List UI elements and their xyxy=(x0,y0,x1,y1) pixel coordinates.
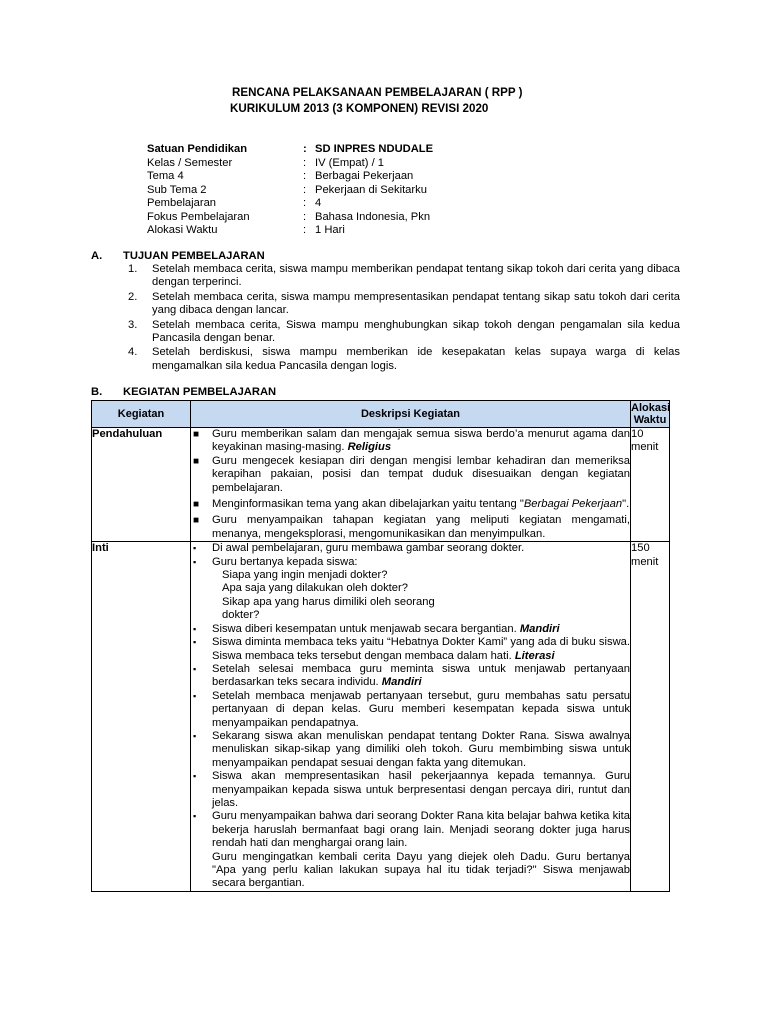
list-item xyxy=(191,514,630,541)
objective-item xyxy=(128,319,680,346)
bullet-icon: ▪ xyxy=(193,771,197,782)
square-bullet-icon: ■ xyxy=(193,455,200,467)
objective-item xyxy=(128,346,680,373)
question-line: Apa saja yang dilakukan oleh dokter? xyxy=(222,582,408,595)
list-item xyxy=(191,542,630,555)
allocation-cell xyxy=(631,542,670,892)
bullet-icon: ▪ xyxy=(193,543,197,554)
identity-colon: : xyxy=(303,183,307,196)
bullet-icon: ▪ xyxy=(193,556,197,567)
identity-colon: : xyxy=(303,224,307,236)
item-text: Guru menyampaikan bahwa dari seorang Dokter Rana kita belajar bahwa ketika kita bekerja haruslah bermanfaat bagi orang lain. Menjadi seorang dokter juga harus rendah hati dan menghargai orang lain. xyxy=(212,810,630,850)
bullet-icon: ▪ xyxy=(193,663,197,674)
bullet-icon: ▪ xyxy=(193,811,197,822)
allocation-number: 150 xyxy=(631,542,650,555)
identity-label: Pembelajaran xyxy=(147,197,217,209)
item-text: Siswa diminta membaca teks yaitu “Hebatnya Dokter Kami” yang ada di buku siswa. Siswa membaca teks tersebut dengan membaca dalam hati. xyxy=(212,636,630,662)
item-text: Guru menyampaikan tahapan kegiatan yang meliputi kegiatan mengamati, menanya, mengeksplorasi, mengomunikasikan dan menyimpulkan. xyxy=(212,514,630,540)
identity-row xyxy=(147,211,433,225)
allocation-number: 10 xyxy=(631,428,644,440)
section-title: KEGIATAN PEMBELAJARAN xyxy=(123,386,277,398)
objective-number: 4. xyxy=(128,346,138,359)
identity-value: SD INPRES NDUDALE xyxy=(315,143,434,155)
list-item xyxy=(191,623,630,636)
identity-label: Satuan Pendidikan xyxy=(147,143,248,155)
activities-table xyxy=(91,400,670,892)
identity-value: Pekerjaan di Sekitarku xyxy=(315,183,427,196)
objective-number: 1. xyxy=(128,263,138,275)
square-bullet-icon: ■ xyxy=(193,515,200,527)
identity-row xyxy=(147,143,433,157)
list-item xyxy=(191,663,630,690)
identity-colon: : xyxy=(303,197,307,209)
objective-number: 2. xyxy=(128,290,138,303)
item-text: Menginformasikan tema yang akan dibelajarkan yaitu tentang " xyxy=(212,498,524,511)
bullet-icon: ▪ xyxy=(193,690,197,701)
question-line: Sikap apa yang harus dimiliki oleh seorang xyxy=(222,595,435,608)
header-kegiatan: Kegiatan xyxy=(92,401,191,428)
character-tag: Religius xyxy=(347,441,392,454)
item-text: Siswa diberi kesempatan untuk menjawab secara bergantian. xyxy=(212,622,517,635)
question-line: dokter? xyxy=(222,609,260,622)
item-text-end: ". xyxy=(622,498,630,511)
list-item xyxy=(191,730,630,770)
list-item xyxy=(191,455,630,495)
header-deskripsi: Deskripsi Kegiatan xyxy=(191,401,631,428)
identity-row xyxy=(147,184,433,198)
identity-colon: : xyxy=(303,143,307,155)
item-text: Guru memberikan salam dan mengajak semua siswa berdo’a menurut agama dan keyakinan masing-masing. xyxy=(212,428,630,454)
header-alokasi-line-1: Alokasi xyxy=(631,401,671,414)
objective-number: 3. xyxy=(128,318,138,331)
header-alokasi-line-2: Waktu xyxy=(633,414,667,426)
table-row-inti xyxy=(92,542,670,892)
identity-value: 1 Hari xyxy=(315,224,345,236)
square-bullet-icon: ■ xyxy=(193,499,200,511)
objectives-list xyxy=(128,263,680,374)
item-text: Di awal pembelajaran, guru membawa gambar seorang dokter. xyxy=(212,542,525,555)
item-text: Setelah membaca menjawab pertanyaan tersebut, guru membahas satu persatu pertanyaan di depan kelas. Guru memberi kesempatan kepada siswa untuk menyampaikan pendapatnya. xyxy=(212,689,630,729)
bullet-icon: ▪ xyxy=(193,623,197,634)
allocation-cell xyxy=(631,428,670,542)
description-cell xyxy=(191,542,631,892)
bullet-icon: ▪ xyxy=(193,730,197,741)
objective-text: Setelah membaca cerita, siswa mampu memberikan pendapat tentang sikap tokoh dari cerita yang dibaca dengan terperinci. xyxy=(152,263,680,289)
objective-text: Setelah membaca cerita, siswa mampu mempresentasikan pendapat tentang sikap satu tokoh dari cerita yang dibaca dengan lancar. xyxy=(152,290,680,317)
section-letter: A. xyxy=(91,250,103,262)
item-text: Guru bertanya kepada siswa: xyxy=(212,555,358,568)
title-line-1: RENCANA PELAKSANAAN PEMBELAJARAN ( RPP ) xyxy=(232,86,523,99)
item-text: Guru mengecek kesiapan diri dengan mengisi lembar kehadiran dan memeriksa kerapihan pakaian, posisi dan tempat duduk disesuaikan dengan kegiatan pembelajaran. xyxy=(212,454,630,494)
list-item xyxy=(191,770,630,810)
allocation-unit: menit xyxy=(631,555,659,568)
list-item xyxy=(191,498,630,511)
list-item xyxy=(191,556,630,569)
bullet-icon: ▪ xyxy=(193,637,197,648)
list-item xyxy=(191,636,630,663)
table-row-pendahuluan xyxy=(92,428,670,542)
question-line: Siapa yang ingin menjadi dokter? xyxy=(222,569,388,582)
identity-row xyxy=(147,197,433,211)
identity-colon: : xyxy=(303,156,307,169)
item-text: Siswa akan mempresentasikan hasil pekerjaannya kepada temannya. Guru menyampaikan kepada siswa untuk berpresentasi dengan percaya diri, runtut dan jelas. xyxy=(212,770,630,809)
list-item xyxy=(191,690,630,730)
identity-label: Sub Tema 2 xyxy=(147,183,207,196)
identity-row xyxy=(147,157,433,171)
section-letter: B. xyxy=(91,386,103,398)
theme-name: Berbagai Pekerjaan xyxy=(523,498,623,511)
phase-cell: Pendahuluan xyxy=(92,428,191,542)
identity-label: Alokasi Waktu xyxy=(147,224,218,236)
list-item xyxy=(191,428,630,455)
identity-label: Kelas / Semester xyxy=(147,156,233,169)
description-cell xyxy=(191,428,631,542)
section-title: TUJUAN PEMBELAJARAN xyxy=(123,250,265,262)
character-tag: Mandiri xyxy=(519,622,560,635)
square-bullet-icon: ■ xyxy=(193,429,200,440)
identity-value: Bahasa Indonesia, Pkn xyxy=(315,210,431,223)
identity-value: 4 xyxy=(315,197,322,209)
identity-value: IV (Empat) / 1 xyxy=(315,156,385,169)
character-tag: Literasi xyxy=(514,649,555,662)
identity-label: Fokus Pembelajaran xyxy=(147,210,250,223)
objective-text: Setelah berdiskusi, siswa mampu memberikan ide kesepakatan kelas supaya warga di kelas mengamalkan sila kedua Pancasila dengan logis. xyxy=(152,346,680,372)
objective-text: Setelah membaca cerita, Siswa mampu menghubungkan sikap tokoh dengan pengamalan sila kedua Pancasila dengan benar. xyxy=(152,318,680,345)
header-alokasi xyxy=(631,401,670,428)
character-tag: Mandiri xyxy=(381,676,422,689)
list-item xyxy=(191,810,630,850)
identity-row xyxy=(147,224,433,238)
table-header-row xyxy=(92,401,670,428)
objective-item xyxy=(128,291,680,318)
identity-block xyxy=(147,143,433,238)
identity-colon: : xyxy=(303,210,307,223)
continuation-text: Guru mengingatkan kembali cerita Dayu yang diejek oleh Dadu. Guru bertanya "Apa yang perlu kalian lakukan supaya hal itu tidak terjadi?" Siswa menjawab secara bergantian. xyxy=(212,850,630,890)
item-text: Sekarang siswa akan menuliskan pendapat tentang Dokter Rana. Siswa awalnya menuliskan sikap-sikap yang dimiliki oleh tokoh. Guru membimbing siswa untuk menyampaikan pendapat sesuai dengan fakta yang ditemukan. xyxy=(212,729,630,769)
objective-item xyxy=(128,263,680,290)
identity-colon: : xyxy=(303,170,307,182)
allocation-unit: menit xyxy=(631,441,659,454)
title-line-2: KURIKULUM 2013 (3 KOMPONEN) REVISI 2020 xyxy=(230,102,489,115)
phase-cell: Inti xyxy=(92,542,191,892)
identity-label: Tema 4 xyxy=(147,170,184,182)
item-text: Setelah selesai membaca guru meminta siswa untuk menjawab pertanyaan berdasarkan teks secara individu. xyxy=(212,662,630,689)
identity-value: Berbagai Pekerjaan xyxy=(315,170,414,182)
identity-row xyxy=(147,170,433,184)
